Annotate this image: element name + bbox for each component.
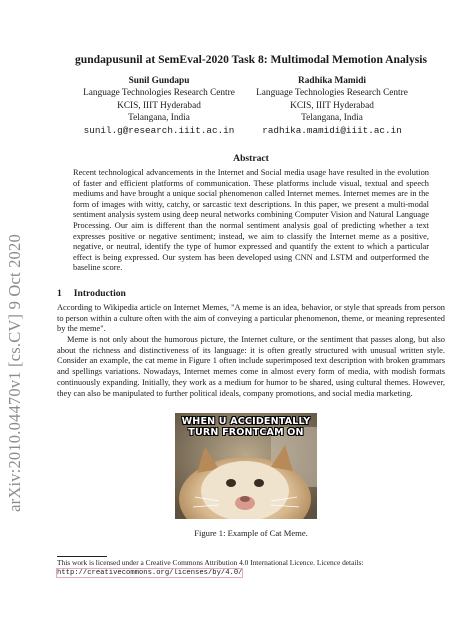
cat-meme-image xyxy=(175,413,317,519)
footnote-divider xyxy=(57,556,107,557)
license-link[interactable]: http://creativecommons.org/licenses/by/4.0/ xyxy=(57,569,243,578)
footnote-text: This work is licensed under a Creative Commons Attribution 4.0 International Licence. Licence details: xyxy=(57,558,364,567)
paragraph: Meme is not only about the humorous picture, the Internet culture, or the sentiment that passes along, but also about the richness and distinctiveness of its language: it is often greatly structured with unusual written style. Consider an example, the cat meme in Figure 1 often include superimposed text description with broken grammars and spellings variations. Nowadays, Internet memes come in almost every form of media, with modish formats continuously expanding. Initially, they work as a medium for humor to be shared, using cultural themes. However, they can also be manipulated to further political ideals, company promotions, and social media marketing. xyxy=(57,335,445,398)
abstract-heading: Abstract xyxy=(233,153,269,164)
author-location: Telangana, India xyxy=(128,113,190,124)
author-affiliation: Language Technologies Research Centre xyxy=(83,88,235,99)
arxiv-stamp xyxy=(4,195,26,550)
author-name: Radhika Mamidi xyxy=(298,76,366,86)
author-affiliation: Language Technologies Research Centre xyxy=(256,88,408,99)
author-email: radhika.mamidi@iiit.ac.in xyxy=(262,124,402,136)
arxiv-stamp-text: arXiv:2010.04470v1 [cs.CV] 9 Oct 2020 xyxy=(5,233,24,512)
section-number: 1 xyxy=(57,288,62,299)
author-name: Sunil Gundapu xyxy=(128,76,190,86)
meme-caption-line: WHEN U ACCIDENTALLY xyxy=(181,416,311,427)
license-footnote xyxy=(57,558,447,579)
meme-caption-line: TURN FRONTCAM ON xyxy=(188,426,304,438)
author-institute: KCIS, IIIT Hyderabad xyxy=(117,100,201,111)
meme-caption xyxy=(175,417,317,438)
author-email: sunil.g@research.iiit.ac.in xyxy=(83,124,235,136)
section-title: Introduction xyxy=(73,288,126,299)
author-location: Telangana, India xyxy=(301,113,363,124)
author-institute: KCIS, IIIT Hyderabad xyxy=(290,100,374,111)
author-block-1 xyxy=(73,75,245,137)
abstract-text: Recent technological advancements in the Internet and Social media usage have resulted in the evolution of faster and efficient platforms of communication. These platforms include visual, textual and speech mediums and have brought a unique social phenomenon called Internet memes. Internet memes are in the form of images with witty, catchy, or sarcastic text descriptions. In this paper, we present a multi-modal sentiment analysis system using deep neural networks combining Computer Vision and Natural Language Processing. Our aim is different than the normal sentiment analysis goal of predicting whether a text expresses positive or negative sentiment; instead, we aim to classify the Internet meme as a positive, negative, or neutral, identify the type of humor expressed and quantify the extent to which a particular effect is being expressed. Our system has been developed using CNN and LSTM and outperformed the baseline score. xyxy=(73,168,429,273)
author-block-2 xyxy=(246,75,418,137)
paragraph: According to Wikipedia article on Internet Memes, "A meme is an idea, behavior, or style that spreads from person to person within a culture often with the aim of conveying a particular phenomenon, theme, or meaning represented by the meme". xyxy=(57,303,445,334)
figure-caption: Figure 1: Example of Cat Meme. xyxy=(194,528,308,538)
paper-title: gundapusunil at SemEval-2020 Task 8: Multimodal Memotion Analysis xyxy=(74,53,428,66)
section-heading xyxy=(57,288,126,299)
